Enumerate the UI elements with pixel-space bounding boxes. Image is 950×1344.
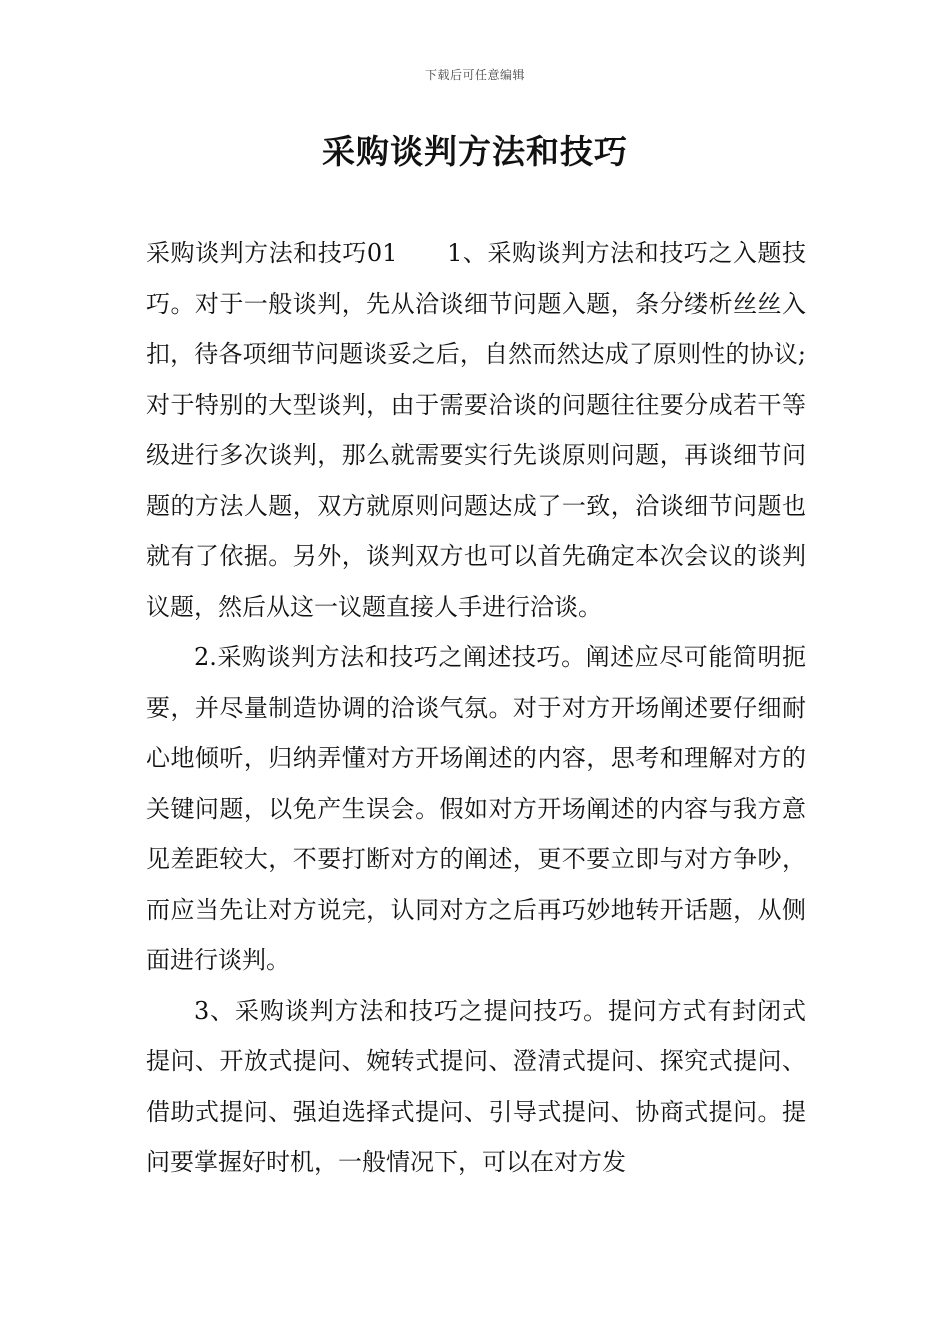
document-title: 采购谈判方法和技巧 — [322, 132, 628, 171]
paragraph-1: 采购谈判方法和技巧01 1、采购谈判方法和技巧之入题技巧。对于一般谈判，先从洽谈细节问题入题，条分缕析丝丝入扣，待各项细节问题谈妥之后，自然而然达成了原则性的协议;对于特别的大型谈判，由于需要洽谈的问题往往要分成若干等级进行多次谈判，那么就需要实行先谈原则问题，再谈细节问题的方法人题，双方就原则问题达成了一致，洽谈细节问题也就有了依据。另外，谈判双方也可以首先确定本次会议的谈判议题，然后从这一议题直接人手进行洽谈。 — [146, 239, 806, 621]
header-note: 下载后可任意编辑 — [424, 68, 525, 82]
paragraph-3: 3、采购谈判方法和技巧之提问技巧。提问方式有封闭式提问、开放式提问、婉转式提问、澄清式提问、探究式提问、借助式提问、强迫选择式提问、引导式提问、协商式提问。提问要掌握好时机，一般情况下，可以在对方发 — [146, 996, 806, 1176]
document-body — [146, 228, 806, 1188]
paragraph-2: 2.采购谈判方法和技巧之阐述技巧。阐述应尽可能简明扼要，并尽量制造协调的洽谈气氛。对于对方开场阐述要仔细耐心地倾听，归纳弄懂对方开场阐述的内容，思考和理解对方的关键问题，以免产生误会。假如对方开场阐述的内容与我方意见差距较大，不要打断对方的阐述，更不要立即与对方争吵，而应当先让对方说完，认同对方之后再巧妙地转开话题，从侧面进行谈判。 — [146, 643, 806, 974]
